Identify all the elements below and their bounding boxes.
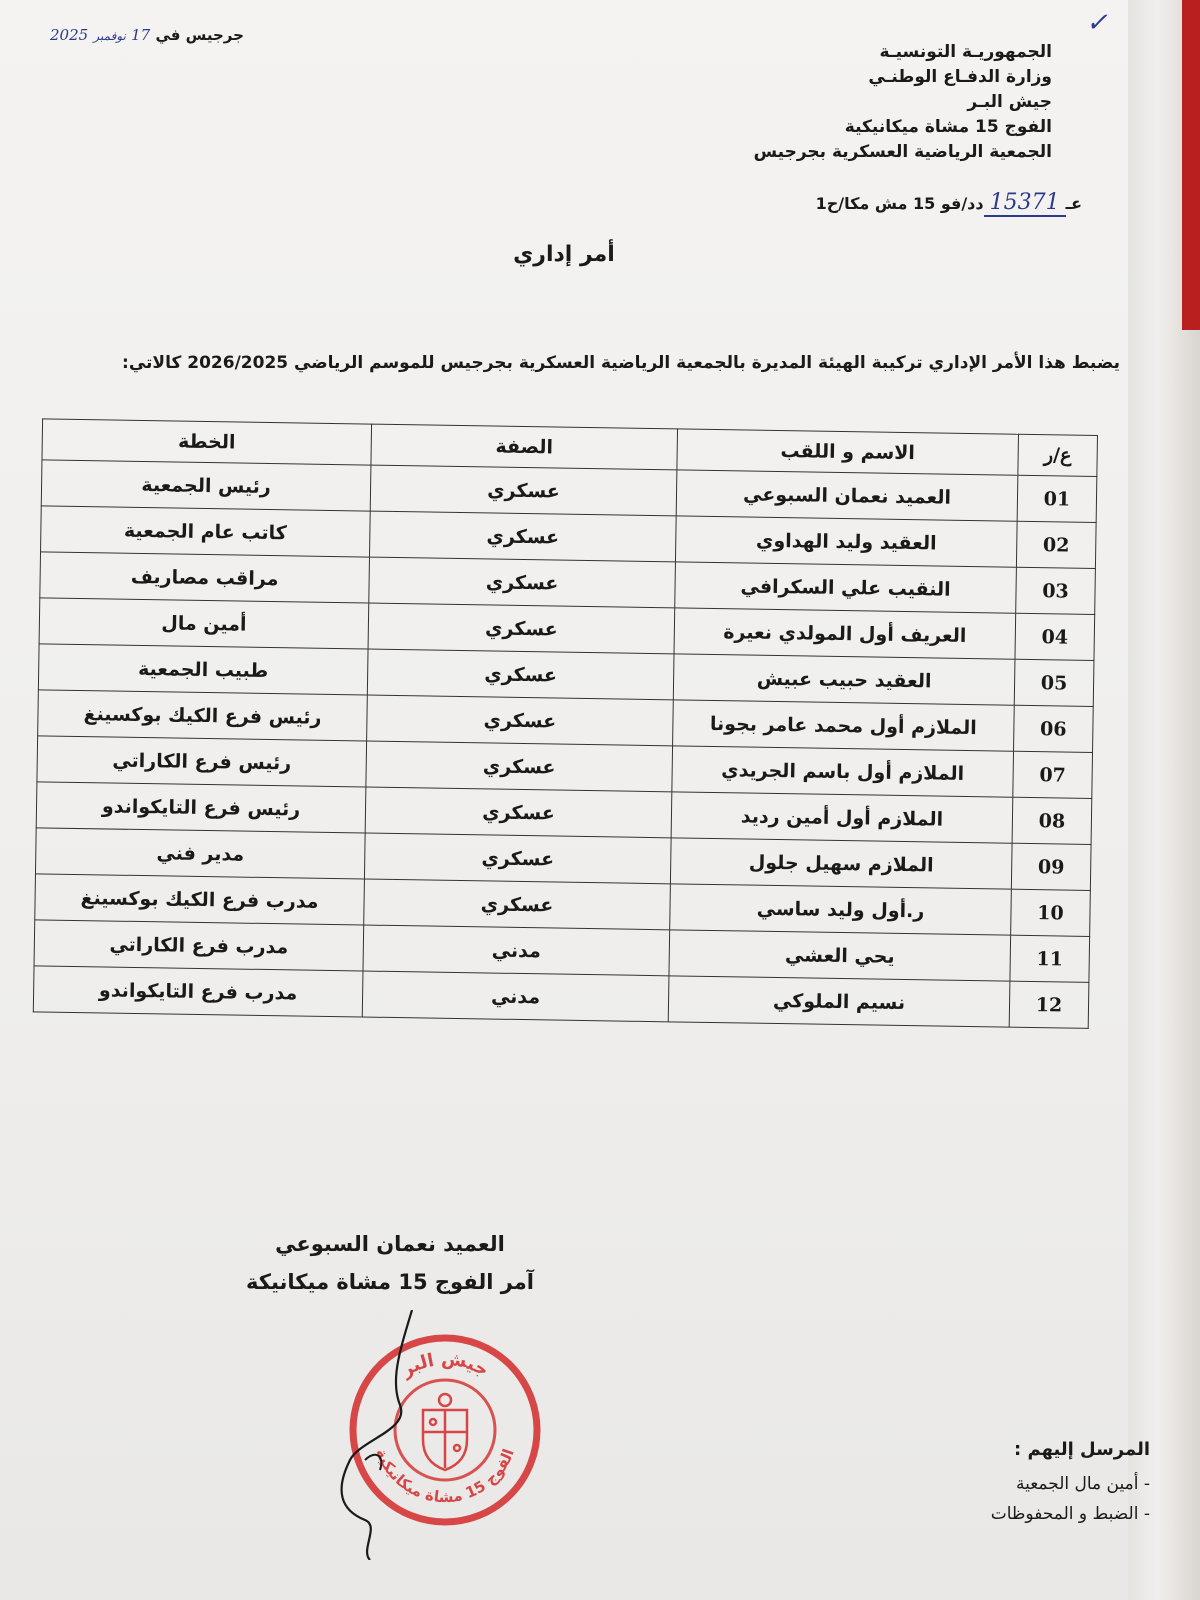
member-status: مدني: [363, 925, 670, 976]
member-name: العقيد حبيب عبيش: [673, 654, 1015, 705]
member-status: عسكري: [364, 833, 671, 884]
member-status: مدني: [362, 971, 669, 1022]
member-status: عسكري: [367, 695, 674, 746]
letterhead: [632, 40, 1052, 165]
member-role: مراقب مصاريف: [40, 552, 370, 603]
letterhead-line: الجمهوريـة التونسيـة: [879, 42, 1052, 62]
committee-table: [33, 418, 1098, 1029]
signatory-name: العميد نعمان السبوعي: [275, 1232, 505, 1256]
ref-suffix: دد/فو 15 مش مكا/ح1: [815, 194, 984, 213]
document-title: أمر إداري: [513, 242, 615, 267]
reference-number: [816, 190, 1082, 215]
row-number: 11: [1010, 935, 1090, 982]
row-number: 10: [1011, 889, 1091, 936]
row-number: 12: [1009, 981, 1089, 1028]
row-number: 09: [1011, 843, 1091, 890]
member-status: عسكري: [369, 511, 676, 562]
red-folder-edge: [1182, 0, 1200, 330]
member-role: مدرب فرع التايكواندو: [33, 966, 363, 1017]
intro-paragraph: يضبط هذا الأمر الإداري تركيبة الهيئة المديرة بالجمعية الرياضية العسكرية بجرجيس للموسم الرياضي 2026/2025 كالاتي:: [122, 353, 1120, 373]
recipient-item: - الضبط و المحفوظات: [990, 1504, 1150, 1524]
dateline-year: 2025: [50, 26, 89, 44]
row-number: 03: [1016, 567, 1096, 614]
member-status: عسكري: [366, 741, 673, 792]
member-name: النقيب علي السكرافي: [675, 562, 1017, 613]
dateline-month: نوفمبر: [93, 29, 126, 43]
letterhead-line: الفوج 15 مشاة ميكانيكية: [844, 117, 1052, 137]
member-name: العقيد وليد الهداوي: [675, 516, 1017, 567]
member-role: رئيس فرع الكاراتي: [37, 736, 367, 787]
member-status: عسكري: [365, 787, 672, 838]
letterhead-line: الجمعية الرياضية العسكرية بجرجيس: [753, 142, 1052, 162]
letterhead-line: جيش البـر: [967, 92, 1052, 112]
member-status: عسكري: [364, 879, 671, 930]
table-body: [33, 460, 1097, 1029]
member-name: العريف أول المولدي نعيرة: [674, 608, 1016, 659]
stamp-top-text: جيش البر: [397, 1348, 493, 1382]
member-status: عسكري: [370, 465, 677, 516]
handwritten-signature: [330, 1310, 450, 1560]
member-status: عسكري: [369, 557, 676, 608]
member-name: الملازم أول محمد عامر بجونا: [673, 700, 1015, 751]
member-name: الملازم أول أمين رديد: [671, 792, 1013, 843]
recipients-list: [850, 1435, 1150, 1529]
member-name: ر.أول وليد ساسي: [670, 884, 1012, 935]
row-number: 04: [1015, 613, 1095, 660]
member-role: كاتب عام الجمعية: [41, 506, 371, 557]
header-status: الصفة: [371, 424, 678, 470]
member-role: مدير فني: [35, 828, 365, 879]
member-name: الملازم أول باسم الجريدي: [672, 746, 1014, 797]
row-number: 02: [1016, 521, 1096, 568]
ref-prefix: عـ: [1065, 194, 1082, 213]
dateline-day: 17: [131, 26, 151, 44]
row-number: 05: [1014, 659, 1094, 706]
row-number: 08: [1012, 797, 1092, 844]
member-name: نسيم الملوكي: [668, 976, 1010, 1027]
member-name: العميد نعمان السبوعي: [676, 470, 1018, 521]
recipients-heading: المرسل إليهم :: [1014, 1439, 1150, 1460]
row-number: 01: [1017, 475, 1097, 522]
row-number: 06: [1014, 705, 1094, 752]
member-status: عسكري: [367, 649, 674, 700]
member-role: أمين مال: [39, 598, 369, 649]
stamp-bottom-text: الفوج 15 مشاة ميكانيكية: [372, 1446, 518, 1507]
dateline: [50, 26, 244, 44]
header-role: الخطة: [42, 419, 372, 465]
ref-number-handwritten: 15371: [984, 190, 1066, 217]
signature-block: [200, 1225, 580, 1301]
member-role: رئيس فرع التايكواندو: [36, 782, 366, 833]
check-mark-icon: ✓: [1086, 8, 1108, 38]
member-name: الملازم سهيل جلول: [670, 838, 1012, 889]
header-num: ع/ر: [1018, 434, 1098, 476]
row-number: 07: [1013, 751, 1093, 798]
member-role: مدرب فرع الكاراتي: [34, 920, 364, 971]
member-name: يحي العشي: [669, 930, 1011, 981]
signatory-title: آمر الفوج 15 مشاة ميكانيكة: [246, 1270, 534, 1294]
member-role: طبيب الجمعية: [38, 644, 368, 695]
member-role: رئيس فرع الكيك بوكسينغ: [38, 690, 368, 741]
member-role: مدرب فرع الكيك بوكسينغ: [35, 874, 365, 925]
letterhead-line: وزارة الدفـاع الوطنـي: [868, 67, 1052, 87]
member-role: رئيس الجمعية: [41, 460, 371, 511]
member-status: عسكري: [368, 603, 675, 654]
header-name: الاسم و اللقب: [677, 429, 1019, 475]
dateline-place: جرجيس في: [155, 26, 244, 44]
recipient-item: - أمين مال الجمعية: [1015, 1474, 1150, 1494]
